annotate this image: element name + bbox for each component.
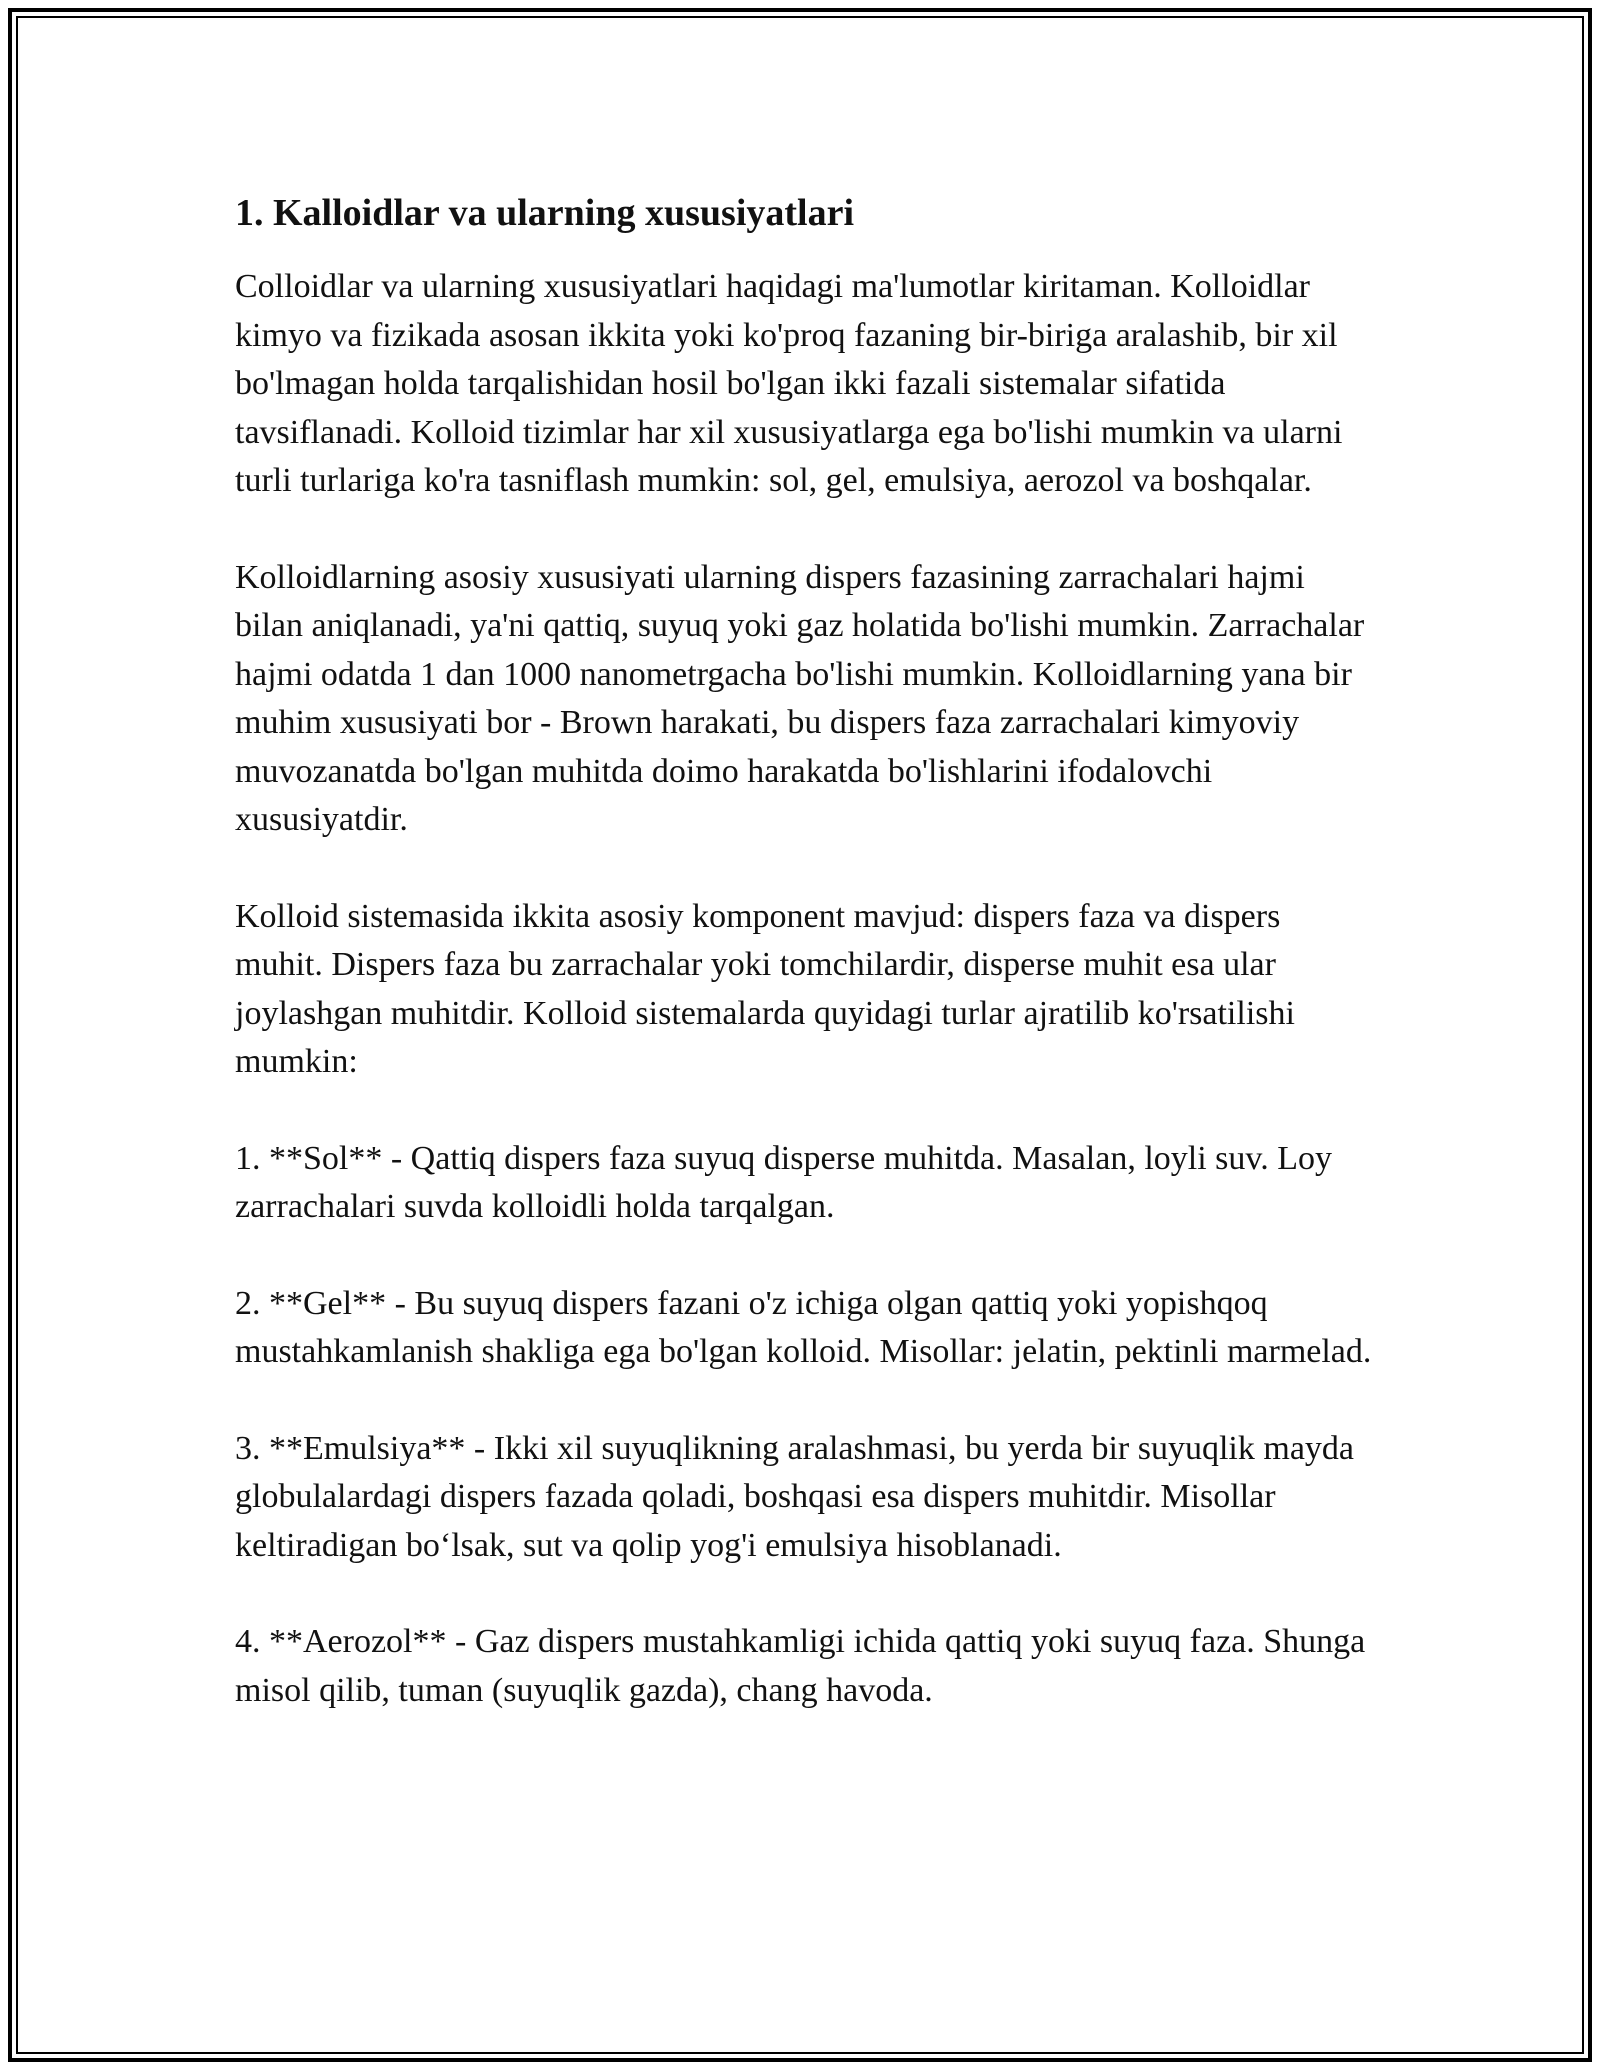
list-item-aerozol: 4. **Aerozol** - Gaz dispers mustahkamligi ichida qattiq yoki suyuq faza. Shunga misol qilib, tuman (suyuqlik gazda), chang havoda. (235, 1623, 1366, 1709)
document-heading: 1. Kalloidlar va ularning xususiyatlari (235, 192, 855, 234)
components-paragraph: Kolloid sistemasida ikkita asosiy komponent mavjud: dispers faza va dispers muhit. Dispers faza bu zarrachalar yoki tomchilardir, disperse muhit esa ular joylashgan muhitdir. Kolloid sistemalarda quyidagi turlar ajratilib ko'rsatilishi mumkin: (235, 897, 1295, 1080)
document-body (235, 183, 1375, 1763)
list-item-emulsiya: 3. **Emulsiya** - Ikki xil suyuqlikning aralashmasi, bu yerda bir suyuqlik mayda globulalardagi dispers fazada qoladi, boshqasi esa dispers muhitdir. Misollar keltiradigan bo‘lsak, sut va qolip yog'i emulsiya hisoblanadi. (235, 1429, 1354, 1564)
list-item-gel: 2. **Gel** - Bu suyuq dispers fazani o'z ichiga olgan qattiq yoki yopishqoq mustahkamlanish shakliga ega bo'lgan kolloid. Misollar: jelatin, pektinli marmelad. (235, 1284, 1372, 1370)
properties-paragraph: Kolloidlarning asosiy xususiyati ularning dispers fazasining zarrachalari hajmi bilan aniqlanadi, ya'ni qattiq, suyuq yoki gaz holatida bo'lishi mumkin. Zarrachalar hajmi odatda 1 dan 1000 nanometrgacha bo'lishi mumkin. Kolloidlarning yana bir muhim xususiyati bor - Brown harakati, bu dispers faza zarrachalari kimyoviy muvozanatda bo'lgan muhitda doimo harakatda bo'lishlarini ifodalovchi xususiyatdir. (235, 558, 1365, 838)
list-item-sol: 1. **Sol** - Qattiq dispers faza suyuq disperse muhitda. Masalan, loyli suv. Loy zarrachalari suvda kolloidli holda tarqalgan. (235, 1139, 1332, 1225)
intro-paragraph: Colloidlar va ularning xususiyatlari haqidagi ma'lumotlar kiritaman. Kolloidlar kimyo va fizikada asosan ikkita yoki ko'proq fazaning bir-biriga aralashib, bir xil bo'lmagan holda tarqalishidan hosil bo'lgan ikki fazali sistemalar sifatida tavsiflanadi. Kolloid tizimlar har xil xususiyatlarga ega bo'lishi mumkin va ularni turli turlariga ko'ra tasniflash mumkin: sol, gel, emulsiya, aerozol va boshqalar. (235, 268, 1343, 499)
